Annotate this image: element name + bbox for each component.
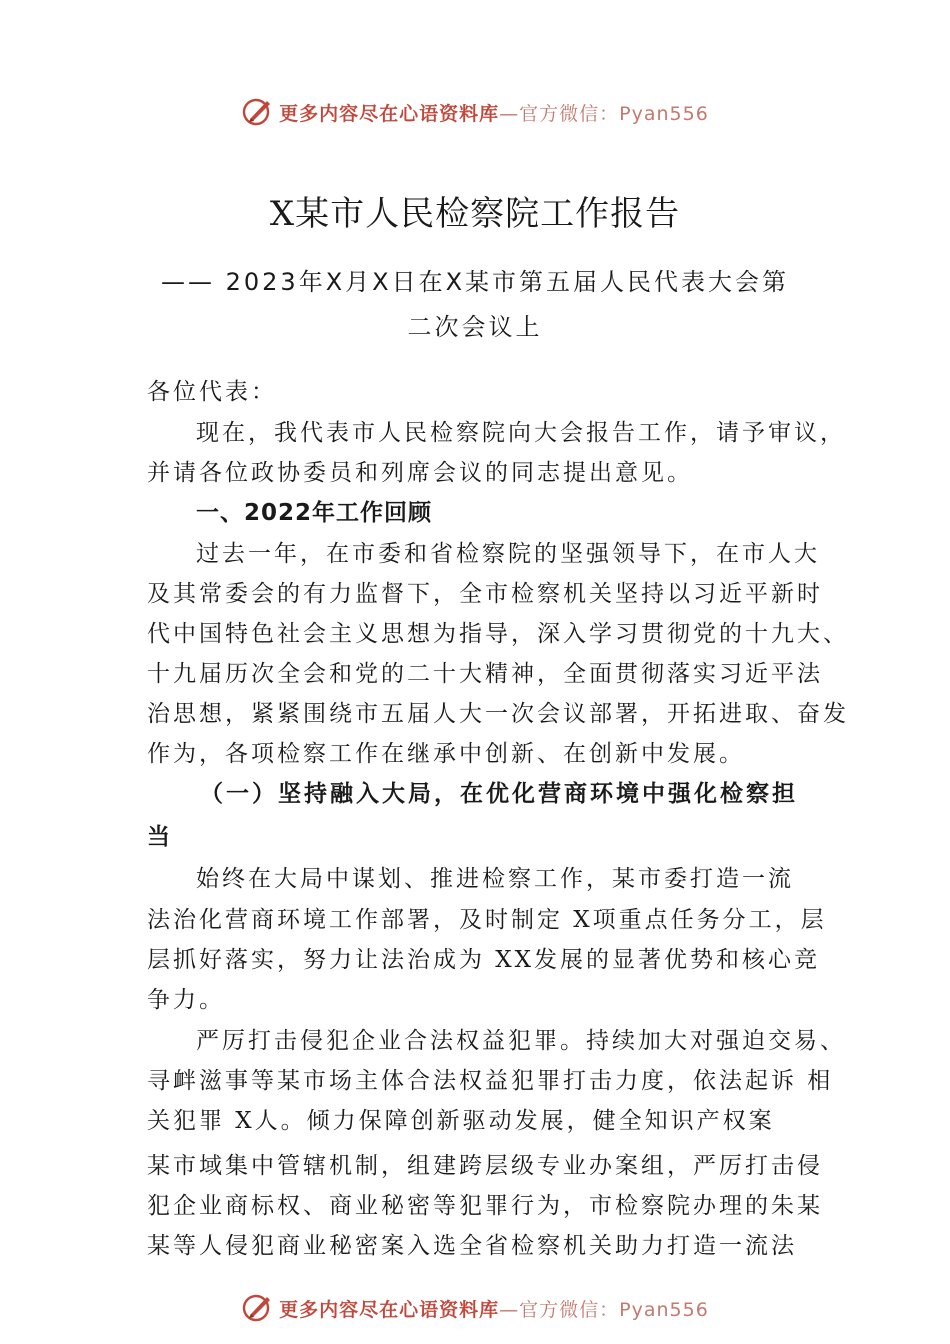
- body-line: 作为，各项检察工作在继承中创新、在创新中发展。: [147, 741, 745, 767]
- body-line: 争力。: [147, 987, 225, 1013]
- body-line: 治思想，紧紧围绕市五届人大一次会议部署，开拓进取、奋发: [147, 701, 849, 727]
- body-line: 现在，我代表市人民检察院向大会报告工作，请予审议，: [196, 420, 846, 446]
- subsection-heading: （一）坚持融入大局，在优化营商环境中强化检察担: [200, 781, 798, 807]
- section-heading: 一、2022年工作回顾: [196, 500, 433, 526]
- body-line: 某等人侵犯商业秘密案入选全省检察机关助力打造一流法: [147, 1233, 797, 1259]
- watermark-suffix: —官方微信：Pyan556: [499, 102, 709, 125]
- body-line: 过去一年，在市委和省检察院的坚强领导下，在市人大: [196, 541, 820, 567]
- body-line: 严厉打击侵犯企业合法权益犯罪。持续加大对强迫交易、: [196, 1028, 846, 1054]
- salutation: 各位代表：: [147, 379, 277, 405]
- body-line: 犯企业商标权、商业秘密等犯罪行为，市检察院办理的朱某: [147, 1193, 823, 1219]
- body-line: 某市域集中管辖机制，组建跨层级专业办案组，严厉打击侵: [147, 1153, 823, 1179]
- body-line: 层抓好落实，努力让法治成为 XX发展的显著优势和核心竞: [147, 947, 821, 973]
- subsection-heading-cont: 当: [147, 824, 173, 850]
- watermark-main: 更多内容尽在心语资料库: [279, 102, 500, 125]
- document-subtitle-line2: 二次会议上: [407, 313, 543, 341]
- body-line: 并请各位政协委员和列席会议的同志提出意见。: [147, 460, 693, 486]
- watermark-header: [0, 94, 950, 130]
- body-line: 及其常委会的有力监督下，全市检察机关坚持以习近平新时: [147, 581, 823, 607]
- watermark-main: 更多内容尽在心语资料库: [279, 1298, 500, 1321]
- body-line: 法治化营商环境工作部署，及时制定 X项重点任务分工，层: [147, 907, 827, 933]
- body-line: 始终在大局中谋划、推进检察工作，某市委打造一流: [196, 866, 794, 892]
- document-subtitle-line1: —— 2023年X月X日在X某市第五届人民代表大会第: [160, 268, 790, 296]
- watermark-suffix: —官方微信：Pyan556: [499, 1298, 709, 1321]
- watermark-footer: [0, 1290, 950, 1326]
- watermark-text: [279, 99, 709, 126]
- body-line: 寻衅滋事等某市场主体合法权益犯罪打击力度，依法起诉 相: [147, 1068, 834, 1094]
- document-title: X某市人民检察院工作报告: [269, 194, 681, 234]
- feather-pen-logo-icon: [241, 1291, 275, 1325]
- feather-pen-logo-icon: [241, 95, 275, 129]
- body-line: 十九届历次全会和党的二十大精神，全面贯彻落实习近平法: [147, 661, 823, 687]
- body-line: 关犯罪 X人。倾力保障创新驱动发展，健全知识产权案: [147, 1108, 775, 1134]
- body-line: 代中国特色社会主义思想为指导，深入学习贯彻党的十九大、: [147, 621, 849, 647]
- watermark-text: [279, 1295, 709, 1322]
